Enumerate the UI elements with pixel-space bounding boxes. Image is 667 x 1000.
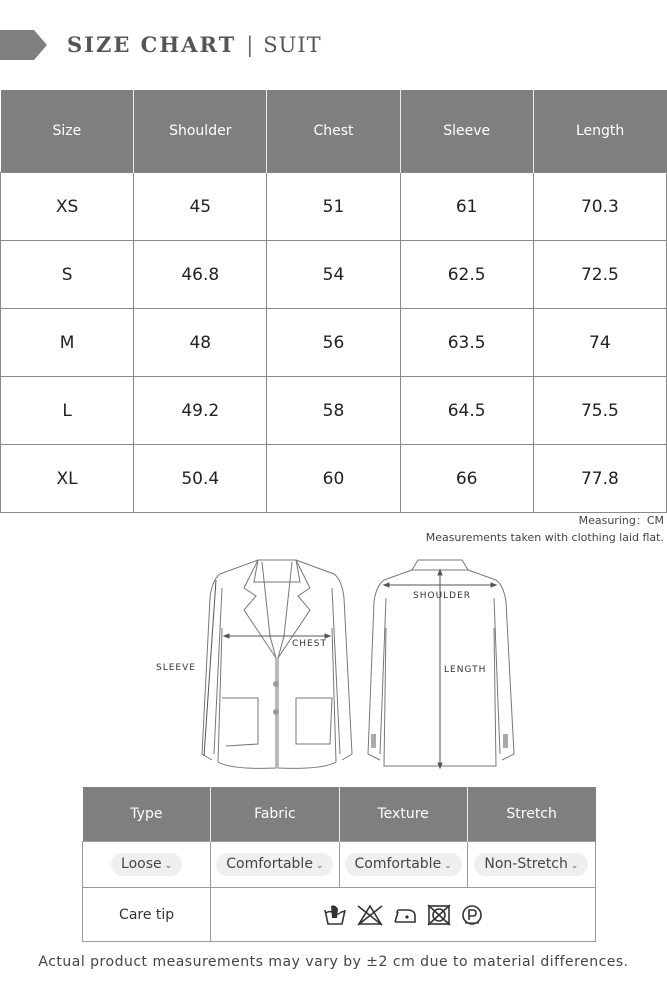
dry-clean-p-icon	[461, 904, 483, 926]
type-select[interactable]	[111, 853, 182, 876]
page-title	[67, 32, 322, 57]
measure-method-note: Measurements taken with clothing laid flat.	[425, 531, 664, 544]
col-length: Length	[533, 90, 666, 173]
care-icons	[212, 904, 594, 926]
cell-chest: 56	[267, 309, 400, 377]
shoulder-label: SHOULDER	[413, 591, 472, 601]
stretch-cell	[467, 842, 595, 888]
care-label: Care tip	[83, 888, 211, 942]
fabric-value: Comfortable	[226, 856, 313, 872]
table-row	[1, 173, 667, 241]
fabric-select[interactable]	[216, 853, 333, 876]
cell-sleeve: 61	[400, 173, 533, 241]
table-row	[1, 445, 667, 513]
fabric-cell	[211, 842, 339, 888]
col-type: Type	[83, 787, 211, 842]
cell-size: M	[1, 309, 134, 377]
cell-length: 77.8	[533, 445, 666, 513]
size-table	[0, 90, 667, 513]
size-table-header	[1, 90, 667, 173]
cell-sleeve: 66	[400, 445, 533, 513]
arrow-marker-icon	[0, 30, 48, 60]
length-label: LENGTH	[444, 665, 487, 675]
do-not-tumble-dry-icon	[427, 904, 451, 926]
care-row	[83, 888, 596, 942]
col-fabric: Fabric	[211, 787, 339, 842]
stretch-value: Non-Stretch	[484, 856, 568, 872]
cell-length: 74	[533, 309, 666, 377]
texture-select[interactable]	[345, 853, 462, 876]
cell-sleeve: 62.5	[400, 241, 533, 309]
chevron-down-icon: ⌄	[444, 861, 452, 871]
chevron-down-icon: ⌄	[570, 861, 579, 871]
cell-length: 75.5	[533, 377, 666, 445]
col-shoulder: Shoulder	[134, 90, 267, 173]
cell-chest: 54	[267, 241, 400, 309]
do-not-bleach-icon	[357, 904, 383, 926]
care-icons-cell	[211, 888, 596, 942]
cell-chest: 60	[267, 445, 400, 513]
cell-sleeve: 63.5	[400, 309, 533, 377]
cell-shoulder: 48	[134, 309, 267, 377]
col-stretch: Stretch	[467, 787, 595, 842]
attribute-table	[82, 787, 596, 942]
cell-length: 70.3	[533, 173, 666, 241]
table-row	[1, 241, 667, 309]
col-texture: Texture	[339, 787, 467, 842]
cell-shoulder: 49.2	[134, 377, 267, 445]
col-size: Size	[1, 90, 134, 173]
jacket-front-drawing	[202, 560, 352, 768]
cell-size: S	[1, 241, 134, 309]
chest-measure-line	[224, 634, 330, 638]
texture-value: Comfortable	[354, 856, 442, 872]
attribute-values-row	[83, 842, 596, 888]
texture-cell	[339, 842, 467, 888]
cell-sleeve: 64.5	[400, 377, 533, 445]
sleeve-label: SLEEVE	[156, 663, 196, 673]
page-header	[0, 28, 667, 62]
table-row	[1, 377, 667, 445]
title-separator: |	[246, 33, 256, 57]
suit-measurement-diagram	[0, 548, 667, 778]
cell-size: XL	[1, 445, 134, 513]
cell-shoulder: 45	[134, 173, 267, 241]
stretch-select[interactable]	[474, 853, 588, 876]
cell-chest: 58	[267, 377, 400, 445]
title-main: SIZE CHART	[67, 32, 237, 57]
type-cell	[83, 842, 211, 888]
cell-shoulder: 46.8	[134, 241, 267, 309]
cell-size: XS	[1, 173, 134, 241]
type-value: Loose	[121, 856, 162, 872]
chevron-down-icon: ⌄	[315, 861, 324, 871]
measurement-disclaimer: Actual product measurements may vary by ±2 cm due to material differences.	[38, 954, 629, 970]
chest-label: CHEST	[292, 639, 327, 649]
cell-size: L	[1, 377, 134, 445]
unit-note: Measuring：CM	[578, 514, 664, 527]
title-subtitle: SUIT	[263, 33, 322, 57]
col-sleeve: Sleeve	[400, 90, 533, 173]
hand-wash-icon	[323, 904, 347, 926]
cell-length: 72.5	[533, 241, 666, 309]
cell-shoulder: 50.4	[134, 445, 267, 513]
col-chest: Chest	[267, 90, 400, 173]
table-row	[1, 309, 667, 377]
cell-chest: 51	[267, 173, 400, 241]
chevron-down-icon: ⌄	[164, 861, 173, 871]
iron-low-icon	[393, 904, 417, 926]
attribute-header	[83, 787, 596, 842]
